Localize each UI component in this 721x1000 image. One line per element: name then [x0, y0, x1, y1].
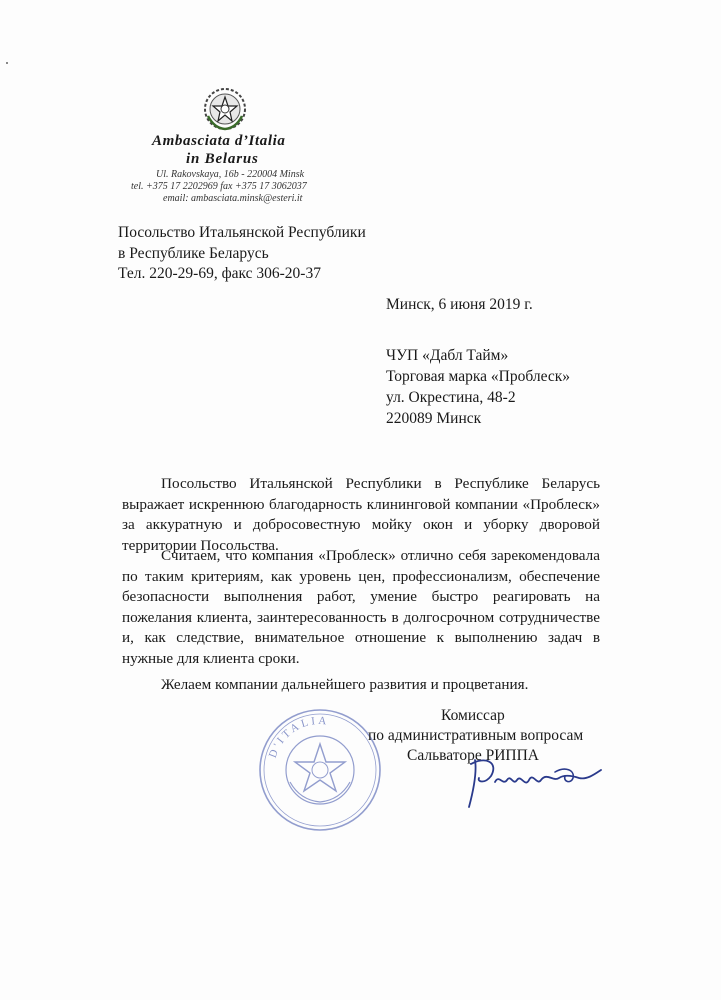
letterhead-phone: tel. +375 17 2202969 fax +375 17 3062037 [131, 181, 307, 192]
addressee-brand: Торговая марка «Проблеск» [386, 368, 571, 385]
letterhead-subtitle: in Belarus [186, 151, 259, 167]
letterhead-title: Ambasciata d’Italia [152, 133, 286, 149]
sender-phone: Тел. 220-29-69, факс 306-20-37 [118, 265, 321, 282]
official-round-stamp-icon [256, 706, 384, 834]
stamp-text: D'ITALIA [266, 714, 330, 760]
body-paragraph-1: Посольство Итальянской Республики в Республике Беларусь выражает искреннюю благодарность клининговой компании «Проблеск» за аккуратную и добросовестную мойку окон и уборку дворовой территории Посольства. [122, 475, 600, 554]
addressee-city: 220089 Минск [386, 410, 482, 427]
signatory-title: Комиссар [441, 707, 505, 724]
italian-republic-emblem-icon [200, 86, 250, 132]
signatory-position: по административным вопросам [368, 727, 584, 744]
body-paragraph-2: Считаем, что компания «Проблеск» отлично себя зарекомендовала по таким критериям, как уровень цен, профессионализм, обеспечение безопасности выполнения работ, умение быстро реагировать на пожелания клиента, заинтересованность в долгосрочном сотрудничестве и, как следствие, внимательное отношение к выполнению задач в нужные для клиента сроки. [122, 547, 600, 667]
body-paragraph-3: Желаем компании дальнейшего развития и процветания. [161, 676, 529, 693]
sender-line-2: в Республике Беларусь [118, 245, 269, 262]
scan-artifact [6, 62, 8, 64]
sender-line-1: Посольство Итальянской Республики [118, 224, 366, 241]
svg-text:D'ITALIA [267, 715, 330, 760]
signatory-name: Сальваторе РИППА [407, 747, 539, 764]
letter-date: Минск, 6 июня 2019 г. [386, 296, 533, 313]
letterhead-address: Ul. Rakovskaya, 16b - 220004 Minsk [156, 169, 305, 180]
addressee-company: ЧУП «Дабл Тайм» [386, 347, 509, 364]
addressee-street: ул. Окрестина, 48-2 [386, 389, 516, 406]
handwritten-signature-icon [455, 752, 635, 812]
letterhead-email: email: ambasciata.minsk@esteri.it [163, 193, 303, 204]
